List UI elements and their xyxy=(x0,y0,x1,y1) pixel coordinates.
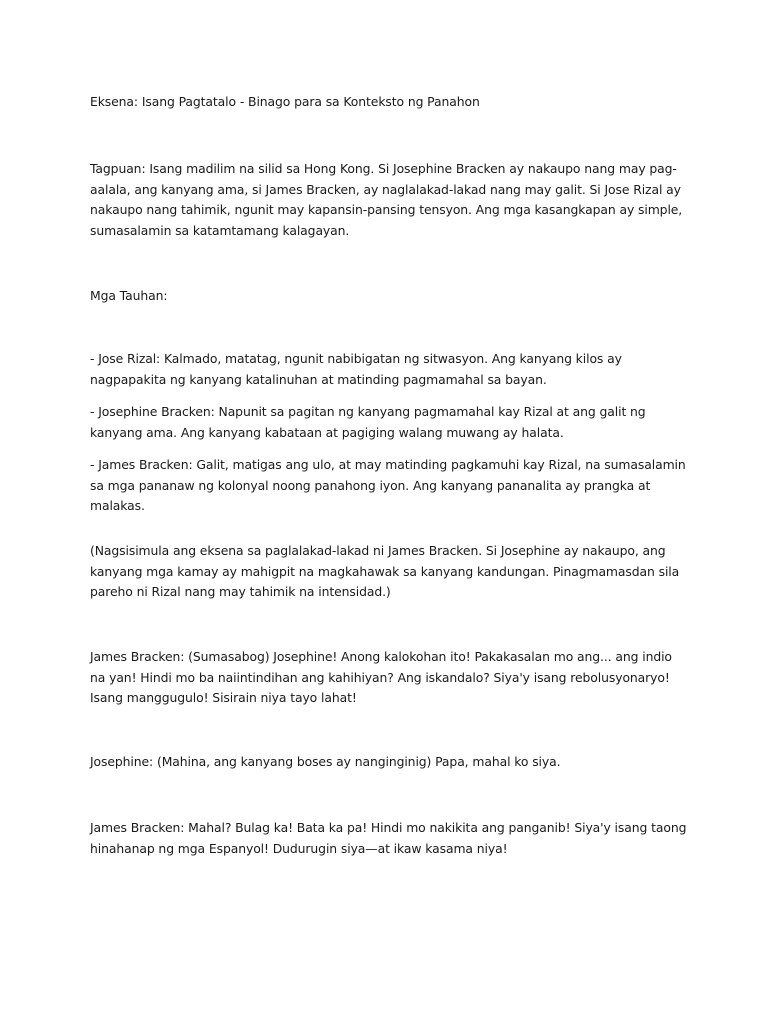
setting-paragraph: Tagpuan: Isang madilim na silid sa Hong Kong. Si Josephine Bracken ay nakaupo nang may pag-aalala, ang kanyang ama, si James Bracken, ay naglalakad-lakad nang may galit. Si Jose Rizal ay nakaupo nang tahimik, ngunit may kapansin-pansing tensyon. Ang mga kasangkapan ay simple, sumasalamin sa katamtamang kalagayan. xyxy=(90,161,683,238)
dialogue-line: Josephine: (Mahina, ang kanyang boses ay nanginginig) Papa, mahal ko siya. xyxy=(90,754,561,769)
scene-title: Eksena: Isang Pagtatalo - Binago para sa Konteksto ng Panahon xyxy=(90,94,480,109)
dialogue-line: James Bracken: (Sumasabog) Josephine! Anong kalokohan ito! Pakakasalan mo ang... ang indio na yan! Hindi mo ba naiintindihan ang kahihiyan? Ang iskandalo? Siya'y isang rebolusyonaryo! Isang manggugulo! Sisirain niya tayo lahat! xyxy=(90,649,672,705)
character-james-bracken: - James Bracken: Galit, matigas ang ulo, at may matinding pagkamuhi kay Rizal, na sumasalamin sa mga pananaw ng kolonyal noong panahong iyon. Ang kanyang pananalita ay prangka at malakas. xyxy=(90,457,686,513)
character-jose-rizal: - Jose Rizal: Kalmado, matatag, ngunit nabibigatan ng sitwasyon. Ang kanyang kilos ay nagpapakita ng kanyang katalinuhan at matinding pagmamahal sa bayan. xyxy=(90,351,622,387)
character-josephine-bracken: - Josephine Bracken: Napunit sa pagitan ng kanyang pagmamahal kay Rizal at ang galit ng kanyang ama. Ang kanyang kabataan at pagiging walang muwang ay halata. xyxy=(90,404,646,440)
characters-heading: Mga Tauhan: xyxy=(90,288,168,303)
stage-direction: (Nagsisimula ang eksena sa paglalakad-lakad ni James Bracken. Si Josephine ay nakaupo, ang kanyang mga kamay ay mahigpit na magkahawak sa kanyang kandungan. Pinagmamasdan sila pareho ni Rizal nang may tahimik na intensidad.) xyxy=(90,543,680,599)
dialogue-line: James Bracken: Mahal? Bulag ka! Bata ka pa! Hindi mo nakikita ang panganib! Siya'y isang taong hinahanap ng mga Espanyol! Dudurugin siya—at ikaw kasama niya! xyxy=(90,820,687,856)
